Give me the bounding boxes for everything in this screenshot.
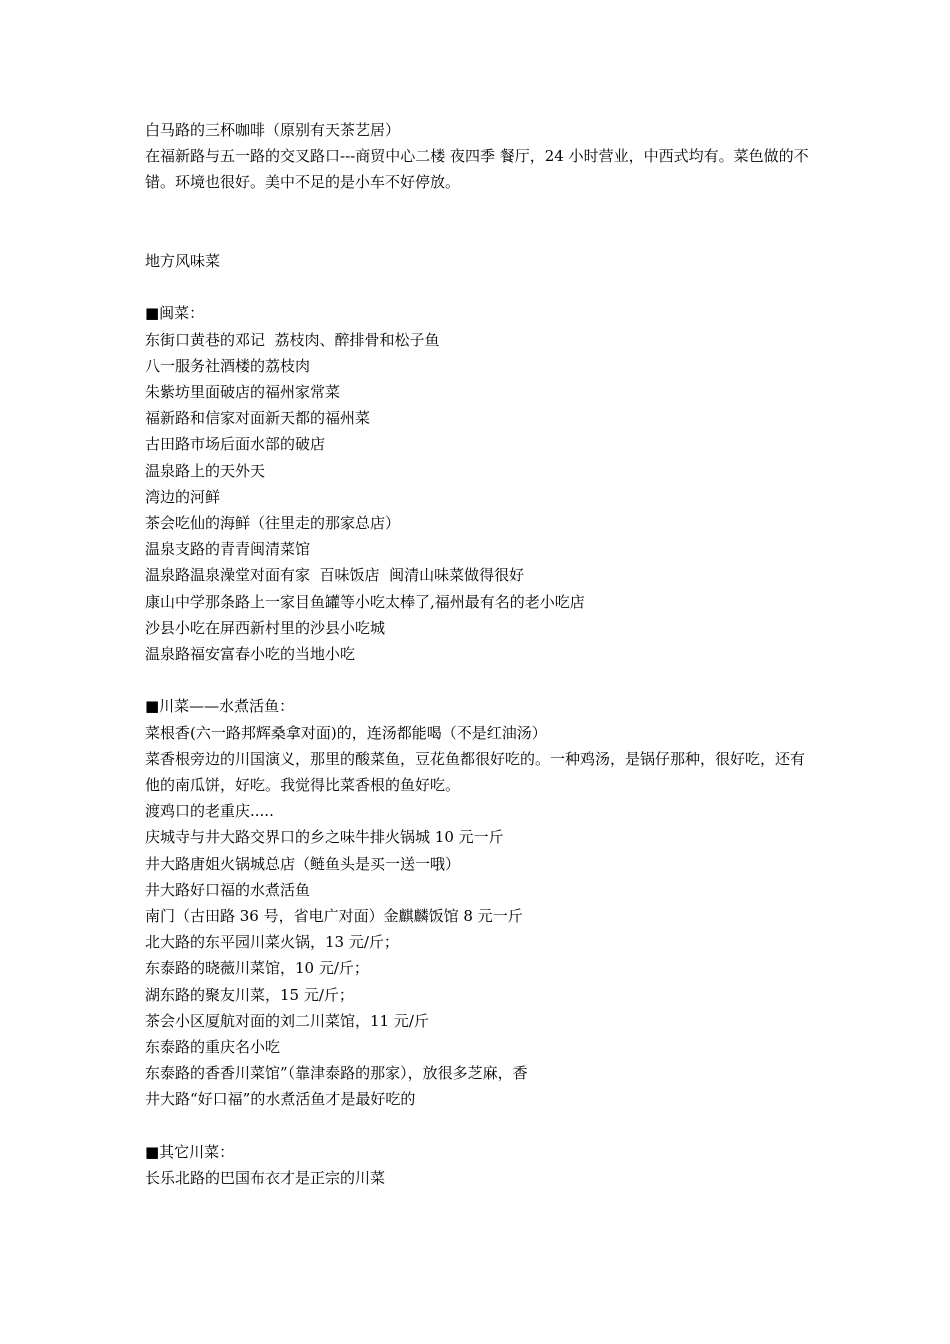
list-item: 福新路和信家对面新天都的福州菜 — [145, 409, 371, 428]
list-item: 温泉路福安富春小吃的当地小吃 — [145, 645, 356, 664]
list-item: 庆城寺与井大路交界口的乡之味牛排火锅城 10 元一斤 — [145, 828, 504, 847]
min-cuisine-list — [145, 327, 815, 668]
list-item: 温泉路上的天外天 — [145, 461, 266, 480]
list-item: 东泰路的重庆名小吃 — [145, 1038, 281, 1057]
list-item: 长乐北路的巴国布衣才是正宗的川菜 — [145, 1169, 386, 1188]
list-item: 湾边的河鲜 — [145, 487, 221, 506]
sichuan-fish-heading: ■川菜——水煮活鱼： — [145, 697, 295, 716]
list-item: 井大路“好口福”的水煮活鱼才是最好吃的 — [145, 1090, 416, 1109]
list-item: 东街口黄巷的邓记 荔枝肉、醉排骨和松子鱼 — [145, 330, 440, 349]
list-item: 温泉路温泉澡堂对面有家 百味饭店 闽清山味菜做得很好 — [145, 566, 525, 585]
list-item: 菜香根旁边的川国演义，那里的酸菜鱼，豆花鱼都很好吃的。一种鸡汤，是锅仔那种，很好吃，还有 — [145, 749, 806, 768]
list-item: 井大路好口福的水煮活鱼 — [145, 880, 311, 899]
list-item: 井大路唐姐火锅城总店（鲢鱼头是买一送一哦） — [145, 854, 461, 873]
list-item: 渡鸡口的老重庆..... — [145, 802, 274, 821]
section-title: 地方风味菜 — [145, 252, 221, 270]
spacer — [145, 1113, 815, 1139]
list-item: 北大路的东平园川菜火锅，13 元/斤； — [145, 933, 399, 952]
other-sichuan-list — [145, 1165, 815, 1191]
intro-line-2: 在福新路与五一路的交叉路口---商贸中心二楼 夜四季 餐厅，24 小时营业，中西式均有。菜色做的不错。环境也很好。美中不足的是小车不好停放。 — [145, 147, 809, 192]
list-item: 菜根香(六一路邦辉桑拿对面)的，连汤都能喝（不是红油汤） — [145, 723, 547, 742]
list-item: 古田路市场后面水部的破店 — [145, 435, 326, 454]
list-item: 南门（古田路 36 号，省电广对面）金麒麟饭馆 8 元一斤 — [145, 907, 523, 926]
list-item: 朱紫坊里面破店的福州家常菜 — [145, 383, 341, 401]
min-cuisine-heading: ■闽菜： — [145, 304, 205, 323]
list-item: 东泰路的晓薇川菜馆，10 元/斤； — [145, 959, 369, 978]
spacer — [145, 196, 815, 248]
list-item: 八一服务社酒楼的荔枝肉 — [145, 356, 311, 375]
list-item: 沙县小吃在屏西新村里的沙县小吃城 — [145, 618, 386, 637]
list-item: 温泉支路的青青闽清菜馆 — [145, 540, 311, 559]
list-item: 康山中学那条路上一家目鱼罐等小吃太棒了,福州最有名的老小吃店 — [145, 592, 585, 611]
sichuan-fish-list — [145, 720, 815, 1113]
spacer — [145, 667, 815, 693]
list-item: 他的南瓜饼，好吃。我觉得比菜香根的鱼好吃。 — [145, 776, 461, 795]
list-item: 茶会吃仙的海鲜（往里走的那家总店） — [145, 514, 401, 533]
list-item: 湖东路的聚友川菜，15 元/斤； — [145, 985, 354, 1004]
other-sichuan-heading: ■其它川菜： — [145, 1142, 235, 1161]
list-item: 茶会小区厦航对面的刘二川菜馆，11 元/斤 — [145, 1011, 429, 1030]
spacer — [145, 274, 815, 300]
intro-line-1: 白马路的三杯咖啡（原别有天茶艺居） — [145, 121, 401, 139]
list-item: 东泰路的香香川菜馆”（靠津泰路的那家），放很多芝麻，香 — [145, 1064, 528, 1083]
document-body — [145, 117, 815, 1191]
